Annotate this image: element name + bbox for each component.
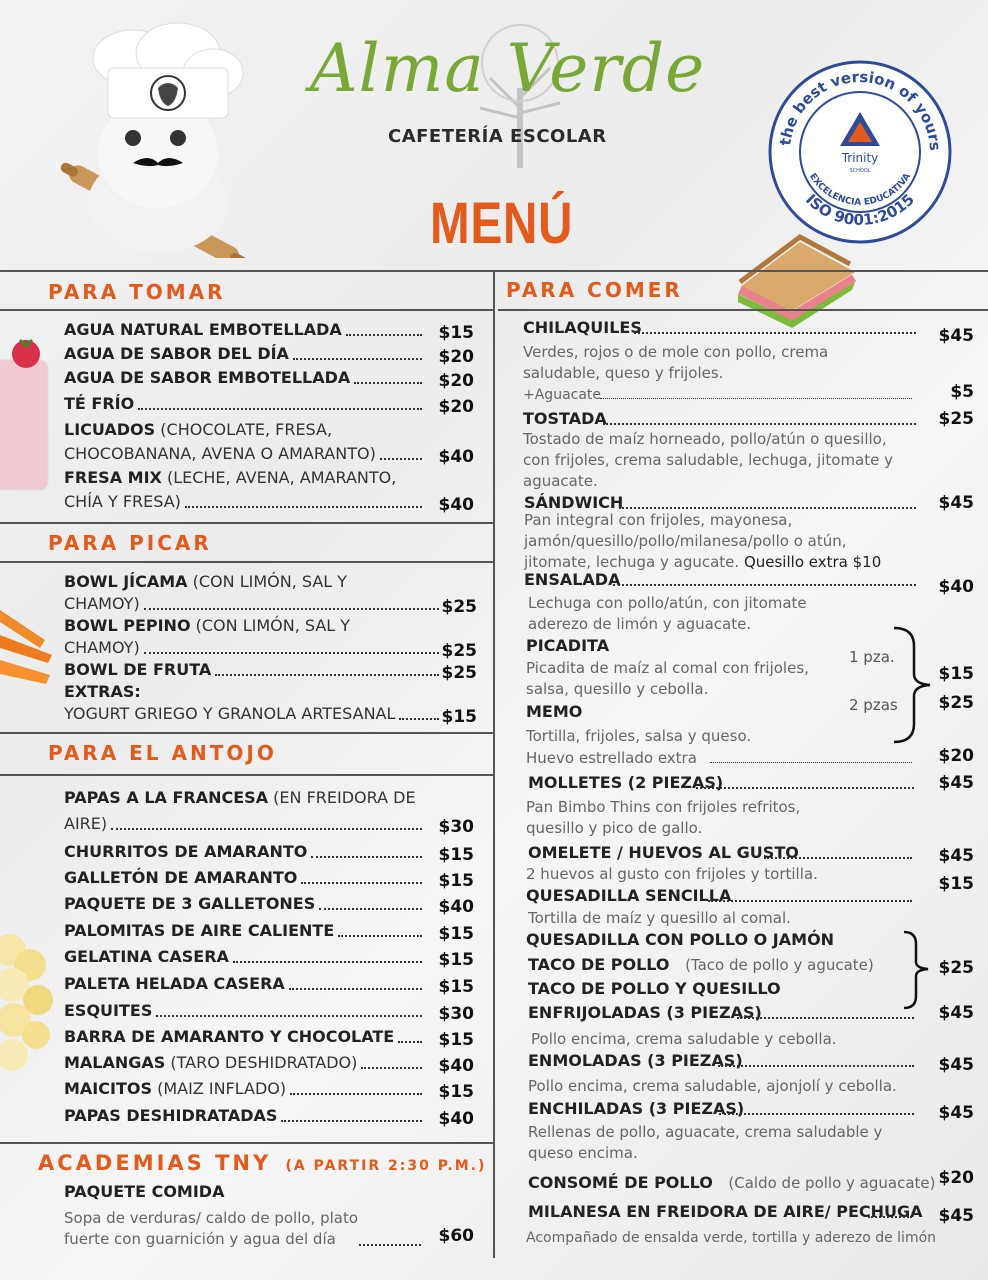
menu-item-price: $15 — [438, 323, 474, 343]
price-leader — [144, 652, 439, 654]
menu-item-price: $20 — [438, 397, 474, 417]
milanesa-desc: Acompañado de ensalda verde, tortilla y aderezo de limón — [526, 1230, 937, 1246]
price-leader — [399, 718, 439, 720]
molletes-leader — [696, 787, 914, 789]
svg-text:ISO 9001:2015: ISO 9001:2015 — [802, 190, 918, 229]
menu-item-detail: (LECHE, AVENA, AMARANTO, — [161, 468, 397, 487]
tostada-desc: Tostado de maíz horneado, pollo/atún o quesillo, con frijoles, crema saludable, lechuga, jitomate y aguacate. — [523, 430, 893, 490]
menu-item-price: $15 — [438, 1030, 474, 1050]
menu-item-row — [64, 638, 140, 657]
price-leader — [185, 506, 422, 508]
enfrijoladas-price: $45 — [938, 1003, 974, 1023]
price-leader — [346, 334, 422, 336]
menu-item-row — [64, 947, 229, 966]
menu-item-detail: CHAMOY) — [64, 594, 140, 613]
price-leader — [301, 882, 422, 884]
memo-desc: Tortilla, frijoles, salsa y queso. — [526, 727, 752, 745]
sandwich-leader — [619, 507, 916, 509]
menu-item-name: GELATINA CASERA — [64, 947, 229, 966]
antojo-top-line — [0, 732, 493, 734]
chilaquiles-name: CHILAQUILES — [523, 318, 642, 337]
price-leader — [311, 856, 422, 858]
molletes-desc: Pan Bimbo Thins con frijoles refritos, quesillo y pico de gallo. — [526, 798, 801, 837]
ensalada-price: $40 — [938, 577, 974, 597]
paquete-comida-desc-1: Sopa de verduras/ caldo de pollo, plato — [64, 1209, 359, 1227]
price-leader — [338, 935, 422, 937]
menu-item-detail: (MAIZ INFLADO) — [152, 1079, 287, 1098]
ensalada-leader — [613, 584, 916, 586]
taco-pollo-name — [528, 955, 874, 974]
tostada-price: $25 — [938, 409, 974, 429]
academias-top-line — [0, 1142, 493, 1144]
taco-pollo-label: TACO DE POLLO — [528, 955, 670, 974]
menu-item-row — [64, 1027, 394, 1046]
piezas-two-price: $25 — [938, 693, 974, 713]
piezas-brace-icon — [890, 626, 944, 744]
menu-item-price: $15 — [438, 977, 474, 997]
menu-item-name: PAQUETE DE 3 GALLETONES — [64, 894, 316, 913]
menu-item-price: $40 — [438, 1109, 474, 1129]
menu-item-row — [64, 1079, 286, 1098]
menu-item-detail: (EN FREIDORA DE — [268, 788, 416, 807]
paquete-comida-leader — [359, 1244, 421, 1246]
piezas-one-label: 1 pza. — [849, 648, 895, 666]
piezas-one-price: $15 — [938, 664, 974, 684]
menu-title: MENÚ — [430, 191, 574, 256]
menu-item-price: $25 — [441, 597, 477, 617]
menu-item-name: PAPAS DESHIDRATADAS — [64, 1106, 278, 1125]
menu-item-name: BOWL JÍCAMA — [64, 572, 188, 591]
brand-title: Alma Verde — [310, 30, 706, 107]
menu-item-name: CHURRITOS DE AMARANTO — [64, 842, 308, 861]
menu-item-detail: (CON LIMÓN, SAL Y — [187, 572, 348, 591]
sandwich-desc-extra: Quesillo extra $10 — [743, 553, 882, 571]
enmoladas-name: ENMOLADAS (3 PIEZAS) — [528, 1051, 743, 1070]
menu-item-detail: YOGURT GRIEGO Y GRANOLA ARTESANAL — [64, 704, 396, 723]
menu-item-name: MALANGAS — [64, 1053, 166, 1072]
price-leader — [289, 988, 422, 990]
enfrijoladas-desc: Pollo encima, crema saludable y cebolla. — [531, 1030, 837, 1048]
milanesa-price: $45 — [938, 1206, 974, 1226]
chilaquiles-desc: Verdes, rojos o de mole con pollo, crema saludable, queso y frijoles. — [523, 343, 829, 382]
menu-item-price: $20 — [438, 371, 474, 391]
menu-item-row — [64, 921, 334, 940]
piezas-two-label: 2 pzas — [849, 696, 898, 714]
milanesa-name: MILANESA EN FREIDORA DE AIRE/ PECHUGA — [528, 1202, 923, 1221]
academias-title: ACADEMIAS TNY — [38, 1151, 272, 1175]
menu-item-price: $30 — [438, 817, 474, 837]
menu-item-row — [64, 368, 350, 387]
academias-time: (A PARTIR 2:30 P.M.) — [285, 1158, 487, 1174]
menu-item-row — [64, 1106, 277, 1125]
paquete-comida-desc-2: fuerte con guarnición y agua del día — [64, 1230, 336, 1248]
memo-name: MEMO — [526, 702, 583, 721]
section-title-para-tomar: PARA TOMAR — [48, 280, 226, 304]
menu-item-price: $20 — [438, 347, 474, 367]
price-leader — [293, 358, 422, 360]
price-leader — [111, 828, 422, 830]
picadita-desc: Picadita de maíz al comal con frijoles, salsa, quesillo y cebolla. — [526, 659, 809, 698]
menu-item-name: BOWL PEPINO — [64, 616, 191, 635]
section-title-para-el-antojo: PARA EL ANTOJO — [48, 741, 277, 765]
aguacate-extra-label: +Aguacate — [523, 387, 602, 403]
aguacate-extra-price: $5 — [950, 382, 974, 402]
menu-item-detail: (CHOCOLATE, FRESA, — [155, 420, 333, 439]
sandwich-price: $45 — [938, 493, 974, 513]
chef-mascot-illustration — [48, 18, 268, 258]
price-leader — [354, 382, 422, 384]
menu-item-name: TÉ FRÍO — [64, 394, 135, 413]
menu-item-row — [64, 1053, 357, 1072]
menu-item-detail: (CON LIMÓN, SAL Y — [190, 616, 351, 635]
sandwich-desc-text: Pan integral con frijoles, mayonesa, jamón/quesillo/pollo/milanesa/pollo o atún, jitomate, lechuga y agucate. — [524, 511, 847, 571]
svg-text:EXCELENCIA EDUCATIVA: EXCELENCIA EDUCATIVA — [807, 171, 913, 208]
svg-text:Be the best version of yoursel: the best version of yours — [776, 67, 945, 152]
svg-text:SCHOOL: SCHOOL — [849, 168, 871, 174]
picar-header-line — [0, 561, 493, 563]
menu-item-detail: AIRE) — [64, 814, 108, 833]
menu-item-row — [64, 344, 289, 363]
menu-item-price: $15 — [438, 950, 474, 970]
menu-item-price: $30 — [438, 1004, 474, 1024]
menu-item-price: $15 — [438, 871, 474, 891]
menu-item-name: PAPAS A LA FRANCESA — [64, 788, 269, 807]
price-leader — [215, 674, 439, 676]
ensalada-desc: Lechuga con pollo/atún, con jitomate aderezo de limón y aguacate. — [528, 594, 807, 633]
omelete-desc: 2 huevos al gusto con frijoles y tortilla. — [526, 865, 818, 883]
menu-item-price: $40 — [438, 447, 474, 467]
consome-price: $20 — [938, 1168, 974, 1188]
price-leader — [281, 1120, 422, 1122]
taco-pollo-quesillo-name: TACO DE POLLO Y QUESILLO — [528, 979, 781, 998]
menu-item-price: $25 — [441, 663, 477, 683]
chilaquiles-price: $45 — [938, 326, 974, 346]
sandwich-name: SÁNDWICH — [524, 493, 624, 512]
menu-item-name: FRESA MIX — [64, 468, 162, 487]
quesadilla-sencilla-name: QUESADILLA SENCILLA — [526, 886, 732, 905]
menu-item-row — [64, 492, 181, 511]
molletes-price: $45 — [938, 773, 974, 793]
paquete-comida-name: PAQUETE COMIDA — [64, 1182, 225, 1201]
popcorn-illustration — [0, 930, 56, 1080]
price-leader — [144, 608, 439, 610]
menu-item-row — [64, 974, 285, 993]
aguacate-leader — [600, 398, 912, 399]
menu-item-detail: CHOCOBANANA, AVENA O AMARANTO) — [64, 444, 376, 463]
menu-item-row — [64, 660, 211, 679]
menu-item-row — [64, 868, 297, 887]
tostada-leader — [603, 423, 916, 425]
menu-item-row — [64, 894, 315, 913]
menu-item-name: MAICITOS — [64, 1079, 152, 1098]
trinity-iso-seal — [766, 58, 954, 246]
price-leader — [156, 1015, 422, 1017]
price-leader — [233, 961, 422, 963]
menu-item-row — [64, 1001, 152, 1020]
quesadilla-sencilla-price: $15 — [938, 874, 974, 894]
sandwich-desc — [524, 510, 889, 573]
menu-item-row — [64, 704, 395, 723]
brand-subtitle: CAFETERÍA ESCOLAR — [388, 126, 607, 147]
enchiladas-price: $45 — [938, 1103, 974, 1123]
comer-header-line — [498, 309, 988, 311]
price-leader — [398, 1041, 422, 1043]
omelete-name: OMELETE / HUEVOS AL GUSTO — [528, 843, 799, 862]
menu-item-price: $40 — [438, 495, 474, 515]
ensalada-name: ENSALADA — [524, 570, 621, 589]
smoothie-illustration — [0, 330, 52, 500]
svg-text:Trinity: Trinity — [841, 151, 879, 165]
enmoladas-desc: Pollo encima, crema saludable, ajonjolí y cebolla. — [528, 1077, 897, 1095]
chilaquiles-leader — [634, 332, 916, 334]
price-leader — [380, 458, 422, 460]
enchiladas-desc: Rellenas de pollo, aguacate, crema saludable y queso encima. — [528, 1123, 883, 1162]
menu-item-price: $25 — [441, 641, 477, 661]
omelete-price: $45 — [938, 846, 974, 866]
menu-item-detail: (TARO DESHIDRATADO) — [165, 1053, 358, 1072]
group25-price: $25 — [938, 958, 974, 978]
menu-item-row — [64, 320, 342, 339]
menu-item-price: $40 — [438, 897, 474, 917]
menu-item-row — [64, 594, 140, 613]
tostada-name: TOSTADA — [523, 409, 607, 428]
menu-item-name: LICUADOS — [64, 420, 156, 439]
menu-item-price: $15 — [438, 845, 474, 865]
menu-item-row — [64, 616, 350, 635]
menu-item-name: AGUA DE SABOR DEL DÍA — [64, 344, 289, 363]
menu-item-row — [64, 788, 416, 807]
menu-item-name: AGUA NATURAL EMBOTELLADA — [64, 320, 342, 339]
quesadilla-pollo-jamon-name: QUESADILLA CON POLLO O JAMÓN — [526, 930, 835, 949]
sandwich-illustration — [730, 232, 860, 332]
menu-item-name: PALETA HELADA CASERA — [64, 974, 285, 993]
enfrijoladas-name: ENFRIJOLADAS (3 PIEZAS) — [528, 1003, 762, 1022]
menu-item-row — [64, 444, 376, 463]
menu-item-name: BOWL DE FRUTA — [64, 660, 212, 679]
enchiladas-name: ENCHILADAS (3 PIEZAS) — [528, 1099, 745, 1118]
tomar-header-line — [0, 309, 493, 311]
molletes-name: MOLLETES (2 PIEZAS) — [528, 773, 724, 792]
price-leader — [319, 908, 422, 910]
menu-item-price: $40 — [438, 1056, 474, 1076]
brand-logo — [300, 30, 720, 190]
consome-label: CONSOMÉ DE POLLO — [528, 1173, 713, 1192]
price-leader — [138, 408, 422, 410]
menu-item-row — [64, 814, 107, 833]
menu-item-name: GALLETÓN DE AMARANTO — [64, 868, 298, 887]
enfrijoladas-leader — [737, 1017, 914, 1019]
menu-item-name: PALOMITAS DE AIRE CALIENTE — [64, 921, 335, 940]
milanesa-leader — [868, 1216, 912, 1218]
section-title-para-picar: PARA PICAR — [48, 531, 212, 555]
menu-item-name: BARRA DE AMARANTO Y CHOCOLATE — [64, 1027, 395, 1046]
taco-pollo-desc: (Taco de pollo y agucate) — [685, 956, 874, 974]
menu-item-price: $15 — [438, 1082, 474, 1102]
jicama-sticks-illustration — [0, 600, 55, 700]
menu-item-row — [64, 682, 141, 701]
quesadilla-sencilla-leader — [708, 900, 912, 902]
paquete-comida-price: $60 — [438, 1226, 474, 1246]
consome-desc: (Caldo de pollo y aguacate) — [728, 1174, 936, 1192]
menu-item-row — [64, 572, 347, 591]
antojo-header-line — [0, 774, 493, 776]
menu-item-detail: CHAMOY) — [64, 638, 140, 657]
menu-item-row — [64, 468, 396, 487]
picar-top-line — [0, 522, 493, 524]
menu-item-name: ESQUITES — [64, 1001, 153, 1020]
huevo-leader — [710, 762, 912, 763]
consome-name — [528, 1173, 936, 1192]
menu-item-row — [64, 420, 332, 439]
enmoladas-leader — [718, 1065, 914, 1067]
menu-item-price: $15 — [438, 924, 474, 944]
enchiladas-leader — [719, 1113, 914, 1115]
quesadilla-sencilla-desc: Tortilla de maíz y quesillo al comal. — [528, 909, 791, 927]
enmoladas-price: $45 — [938, 1055, 974, 1075]
omelete-leader — [764, 857, 912, 859]
section-title-academias — [38, 1151, 486, 1175]
menu-item-row — [64, 842, 307, 861]
menu-item-detail: CHÍA Y FRESA) — [64, 492, 181, 511]
huevo-extra-label: Huevo estrellado extra — [526, 749, 697, 767]
menu-item-name: AGUA DE SABOR EMBOTELLADA — [64, 368, 351, 387]
picadita-name: PICADITA — [526, 636, 610, 655]
menu-item-name: EXTRAS: — [64, 682, 141, 701]
menu-item-row — [64, 394, 134, 413]
price-leader — [361, 1067, 422, 1069]
price-leader — [290, 1093, 422, 1095]
huevo-extra-price: $20 — [938, 746, 974, 766]
column-divider — [493, 270, 495, 1258]
menu-item-price: $15 — [441, 707, 477, 727]
section-title-para-comer: PARA COMER — [506, 278, 683, 302]
